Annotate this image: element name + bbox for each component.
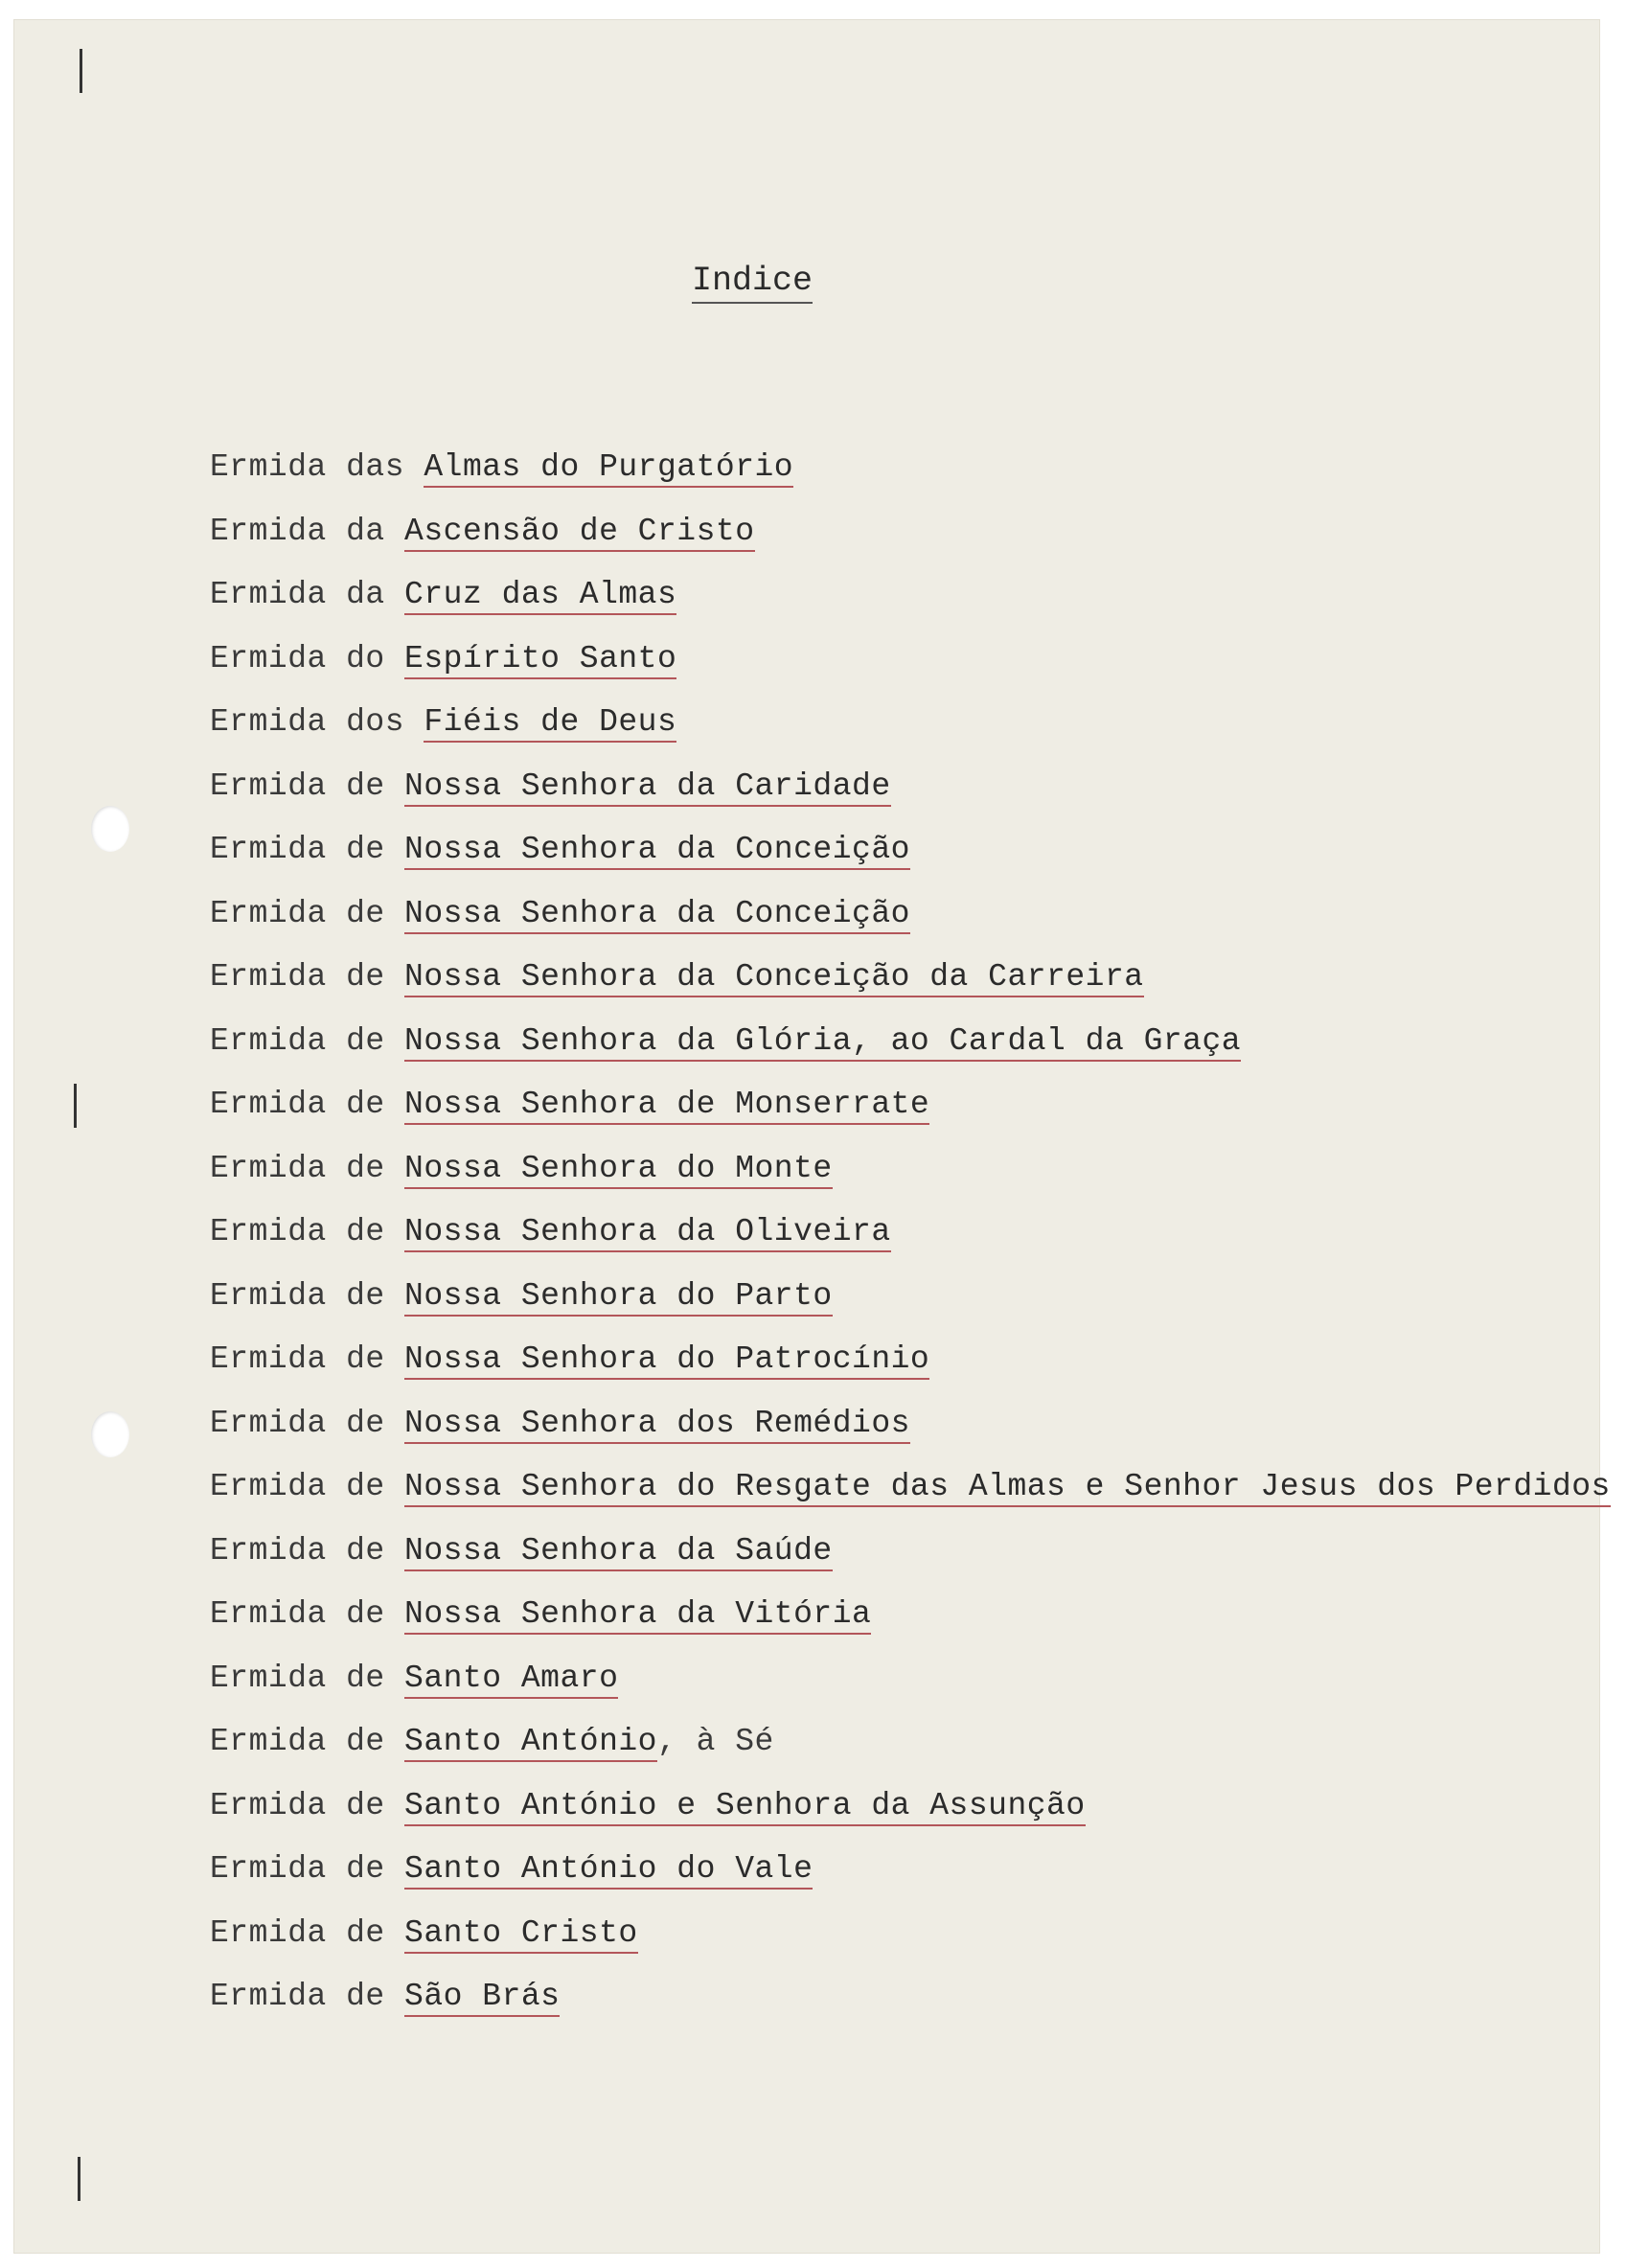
index-entry (210, 1023, 1611, 1088)
entry-prefix: Ermida de (210, 1022, 405, 1059)
index-entry (210, 768, 1611, 833)
entry-name: Nossa Senhora dos Remédios (404, 1406, 910, 1444)
entry-prefix: Ermida de (210, 767, 405, 804)
index-entry (210, 896, 1611, 960)
index-entry (210, 1341, 1611, 1406)
entry-prefix: Ermida de (210, 1214, 405, 1249)
page-title-text: Indice (692, 262, 813, 304)
entry-prefix: Ermida de (210, 1724, 405, 1759)
entry-name: Nossa Senhora da Vitória (404, 1596, 871, 1635)
index-entry (210, 1788, 1611, 1852)
punch-hole (91, 1411, 129, 1457)
index-entry (210, 1469, 1611, 1533)
document-page (13, 19, 1611, 2254)
entry-prefix: Ermida de (210, 1277, 405, 1314)
index-entry (210, 1724, 1611, 1788)
entry-name: Santo António (404, 1724, 657, 1762)
entry-prefix: Ermida da (210, 513, 405, 549)
entry-name: Nossa Senhora da Conceição da Carreira (404, 959, 1144, 997)
entry-name: Cruz das Almas (404, 577, 676, 615)
entry-prefix: Ermida de (210, 1405, 405, 1441)
index-entry (210, 1915, 1611, 1980)
index-entry (210, 832, 1611, 896)
entry-prefix: Ermida dos (210, 704, 424, 740)
index-entry (210, 514, 1611, 578)
index-entry (210, 1278, 1611, 1342)
entry-name: São Brás (404, 1979, 560, 2017)
entry-prefix: Ermida de (210, 1979, 405, 2014)
entry-name: Nossa Senhora da Glória, ao Cardal da Graça (404, 1023, 1241, 1062)
entry-name: Santo António do Vale (404, 1851, 813, 1890)
entry-prefix: Ermida de (210, 1914, 405, 1951)
index-entry (210, 449, 1611, 514)
index-list (210, 449, 1611, 2043)
entry-prefix: Ermida de (210, 1150, 405, 1186)
index-entry (210, 577, 1611, 641)
punch-hole (91, 806, 129, 852)
page-title (14, 262, 1490, 300)
index-entry (210, 1596, 1611, 1661)
entry-name: Fiéis de Deus (424, 704, 676, 743)
index-entry (210, 1214, 1611, 1278)
entry-prefix: Ermida de (210, 959, 405, 995)
index-entry (210, 1533, 1611, 1597)
entry-prefix: Ermida de (210, 1341, 405, 1377)
entry-prefix: Ermida de (210, 1851, 405, 1887)
entry-name: Almas do Purgatório (424, 449, 793, 488)
entry-prefix: Ermida das (210, 449, 424, 485)
entry-name: Nossa Senhora do Parto (404, 1278, 833, 1317)
index-entry (210, 1661, 1611, 1725)
index-entry (210, 704, 1611, 768)
entry-name: Nossa Senhora da Conceição (404, 896, 910, 934)
entry-prefix: Ermida de (210, 1532, 405, 1569)
entry-name: Ascensão de Cristo (404, 514, 754, 552)
entry-name: Espírito Santo (404, 641, 676, 679)
entry-prefix: Ermida da (210, 577, 405, 612)
entry-suffix: , à Sé (657, 1724, 774, 1759)
entry-prefix: Ermida de (210, 1469, 405, 1504)
entry-prefix: Ermida de (210, 895, 405, 931)
entry-prefix: Ermida de (210, 832, 405, 867)
entry-name: Nossa Senhora da Saúde (404, 1533, 833, 1571)
entry-prefix: Ermida de (210, 1787, 405, 1823)
entry-prefix: Ermida do (210, 640, 405, 676)
index-entry (210, 1087, 1611, 1151)
margin-mark (78, 2157, 80, 2201)
entry-prefix: Ermida de (210, 1087, 405, 1122)
index-entry (210, 1851, 1611, 1915)
entry-name: Nossa Senhora da Conceição (404, 832, 910, 870)
margin-mark (74, 1084, 77, 1128)
index-entry (210, 1979, 1611, 2043)
entry-prefix: Ermida de (210, 1596, 405, 1632)
entry-name: Nossa Senhora do Resgate das Almas e Senhor Jesus dos Perdidos (404, 1469, 1611, 1507)
margin-mark (80, 49, 82, 93)
entry-prefix: Ermida de (210, 1660, 405, 1696)
entry-name: Nossa Senhora de Monserrate (404, 1087, 929, 1125)
entry-name: Nossa Senhora da Oliveira (404, 1214, 891, 1252)
entry-name: Santo Cristo (404, 1915, 638, 1954)
index-entry (210, 641, 1611, 705)
entry-name: Santo Amaro (404, 1661, 618, 1699)
entry-name: Nossa Senhora da Caridade (404, 768, 891, 807)
index-entry (210, 959, 1611, 1023)
entry-name: Nossa Senhora do Monte (404, 1151, 833, 1189)
index-entry (210, 1151, 1611, 1215)
index-entry (210, 1406, 1611, 1470)
entry-name: Nossa Senhora do Patrocínio (404, 1341, 929, 1380)
entry-name: Santo António e Senhora da Assunção (404, 1788, 1086, 1826)
